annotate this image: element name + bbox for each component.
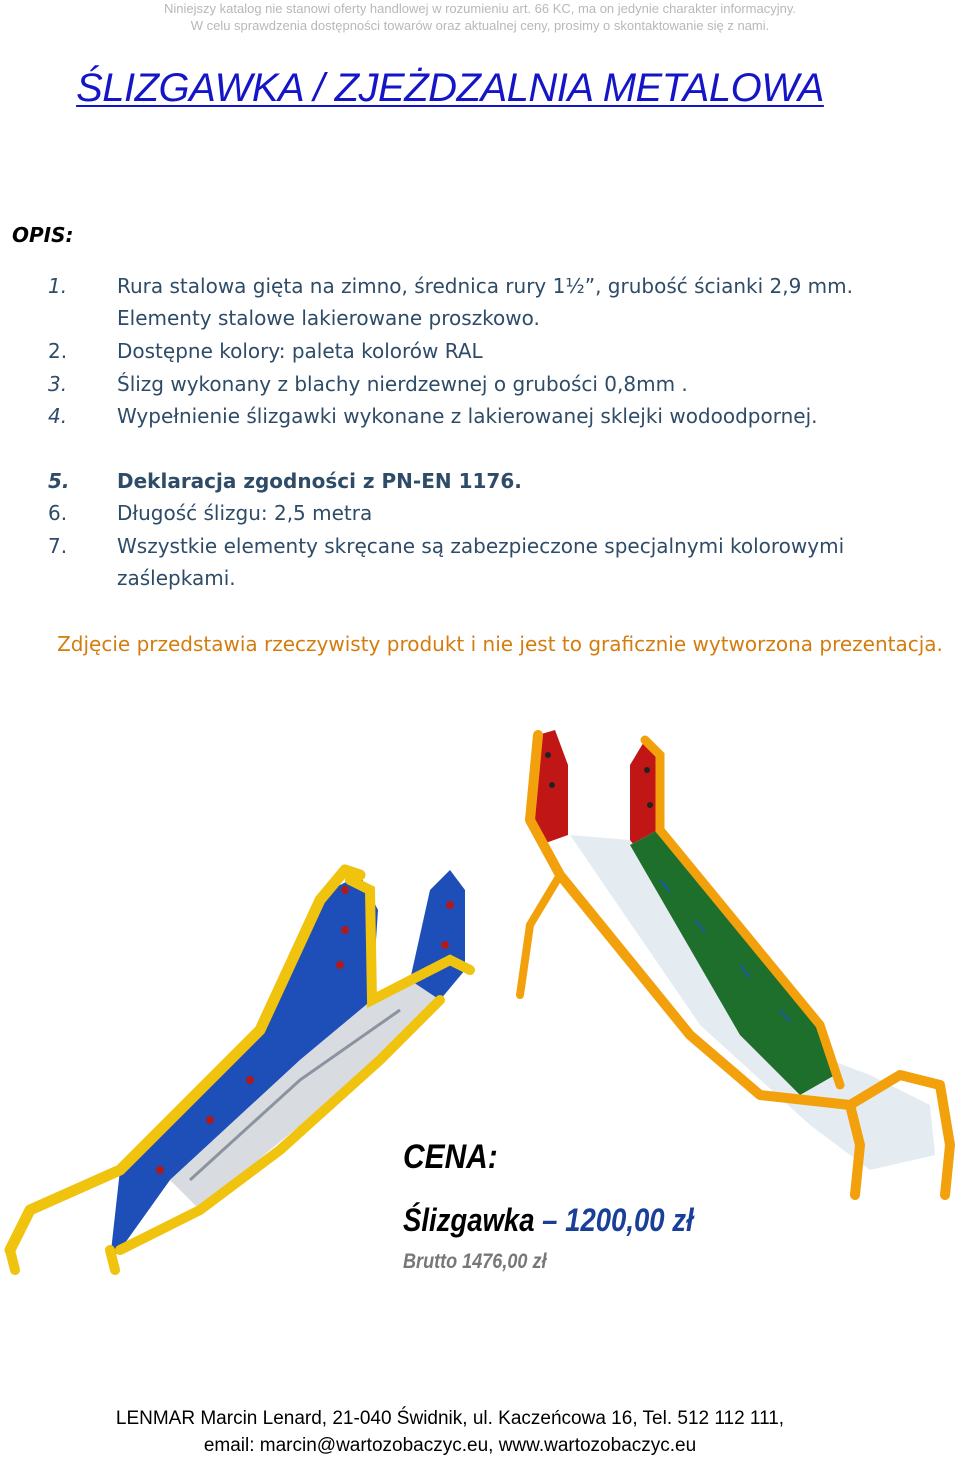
list-text: Wypełnienie ślizgawki wykonane z lakierowanej sklejki wodoodpornej. [117,404,818,428]
net-price: 1200,00 zł [565,1202,694,1238]
list-text: Dostępne kolory: paleta kolorów RAL [117,339,483,363]
list-number: 1. [48,274,68,298]
list-text: Długość ślizgu: 2,5 metra [117,501,373,525]
gross-price: Brutto 1476,00 zł [403,1250,547,1273]
footer-address: LENMAR Marcin Lenard, 21-040 Świdnik, ul. Kaczeńcowa 16, Tel. 512 112 111, [115,1408,785,1429]
list-text: Wszystkie elementy skręcane są zabezpieczone specjalnymi kolorowymi zaślepkami. [117,534,845,590]
list-number: 2. [48,339,68,363]
list-number: 7. [48,534,68,558]
list-number: 4. [48,404,68,428]
disclaimer-line-1: Niniejszy katalog nie stanowi oferty handlowej w rozumieniu art. 66 KC, ma on jedynie charakter informacyjny. [164,1,796,16]
list-number: 5. [48,469,70,493]
price-dash: – [542,1202,558,1238]
list-text: Deklaracja zgodności z PN-EN 1176. [117,469,522,493]
list-text: Ślizg wykonany z blachy nierdzewnej o grubości 0,8mm . [117,372,688,396]
disclaimer-line-2: W celu sprawdzenia dostępności towarów oraz aktualnej ceny, prosimy o skontaktowanie się z nami. [190,18,770,33]
photo-note: Zdjęcie przedstawia rzeczywisty produkt i nie jest to graficznie wytworzona prezentacja. [57,632,943,656]
opis-label: OPIS: [12,223,74,247]
price-line [403,1202,694,1239]
list-number: 6. [48,501,68,525]
green-slide-photo [490,725,960,1215]
price-label: CENA: [403,1138,498,1176]
footer-contact: email: marcin@wartozobaczyc.eu, www.wartozobaczyc.eu [203,1435,697,1456]
list-number: 3. [48,372,68,396]
list-text: Rura stalowa gięta na zimno, średnica rury 1½”, grubość ścianki 2,9 mm. Elementy stalowe lakierowane proszkowo. [117,274,853,330]
page-title: ŚLIZGAWKA / ZJEŻDZALNIA METALOWA [76,66,824,110]
product-name: Ślizgawka [403,1202,535,1238]
